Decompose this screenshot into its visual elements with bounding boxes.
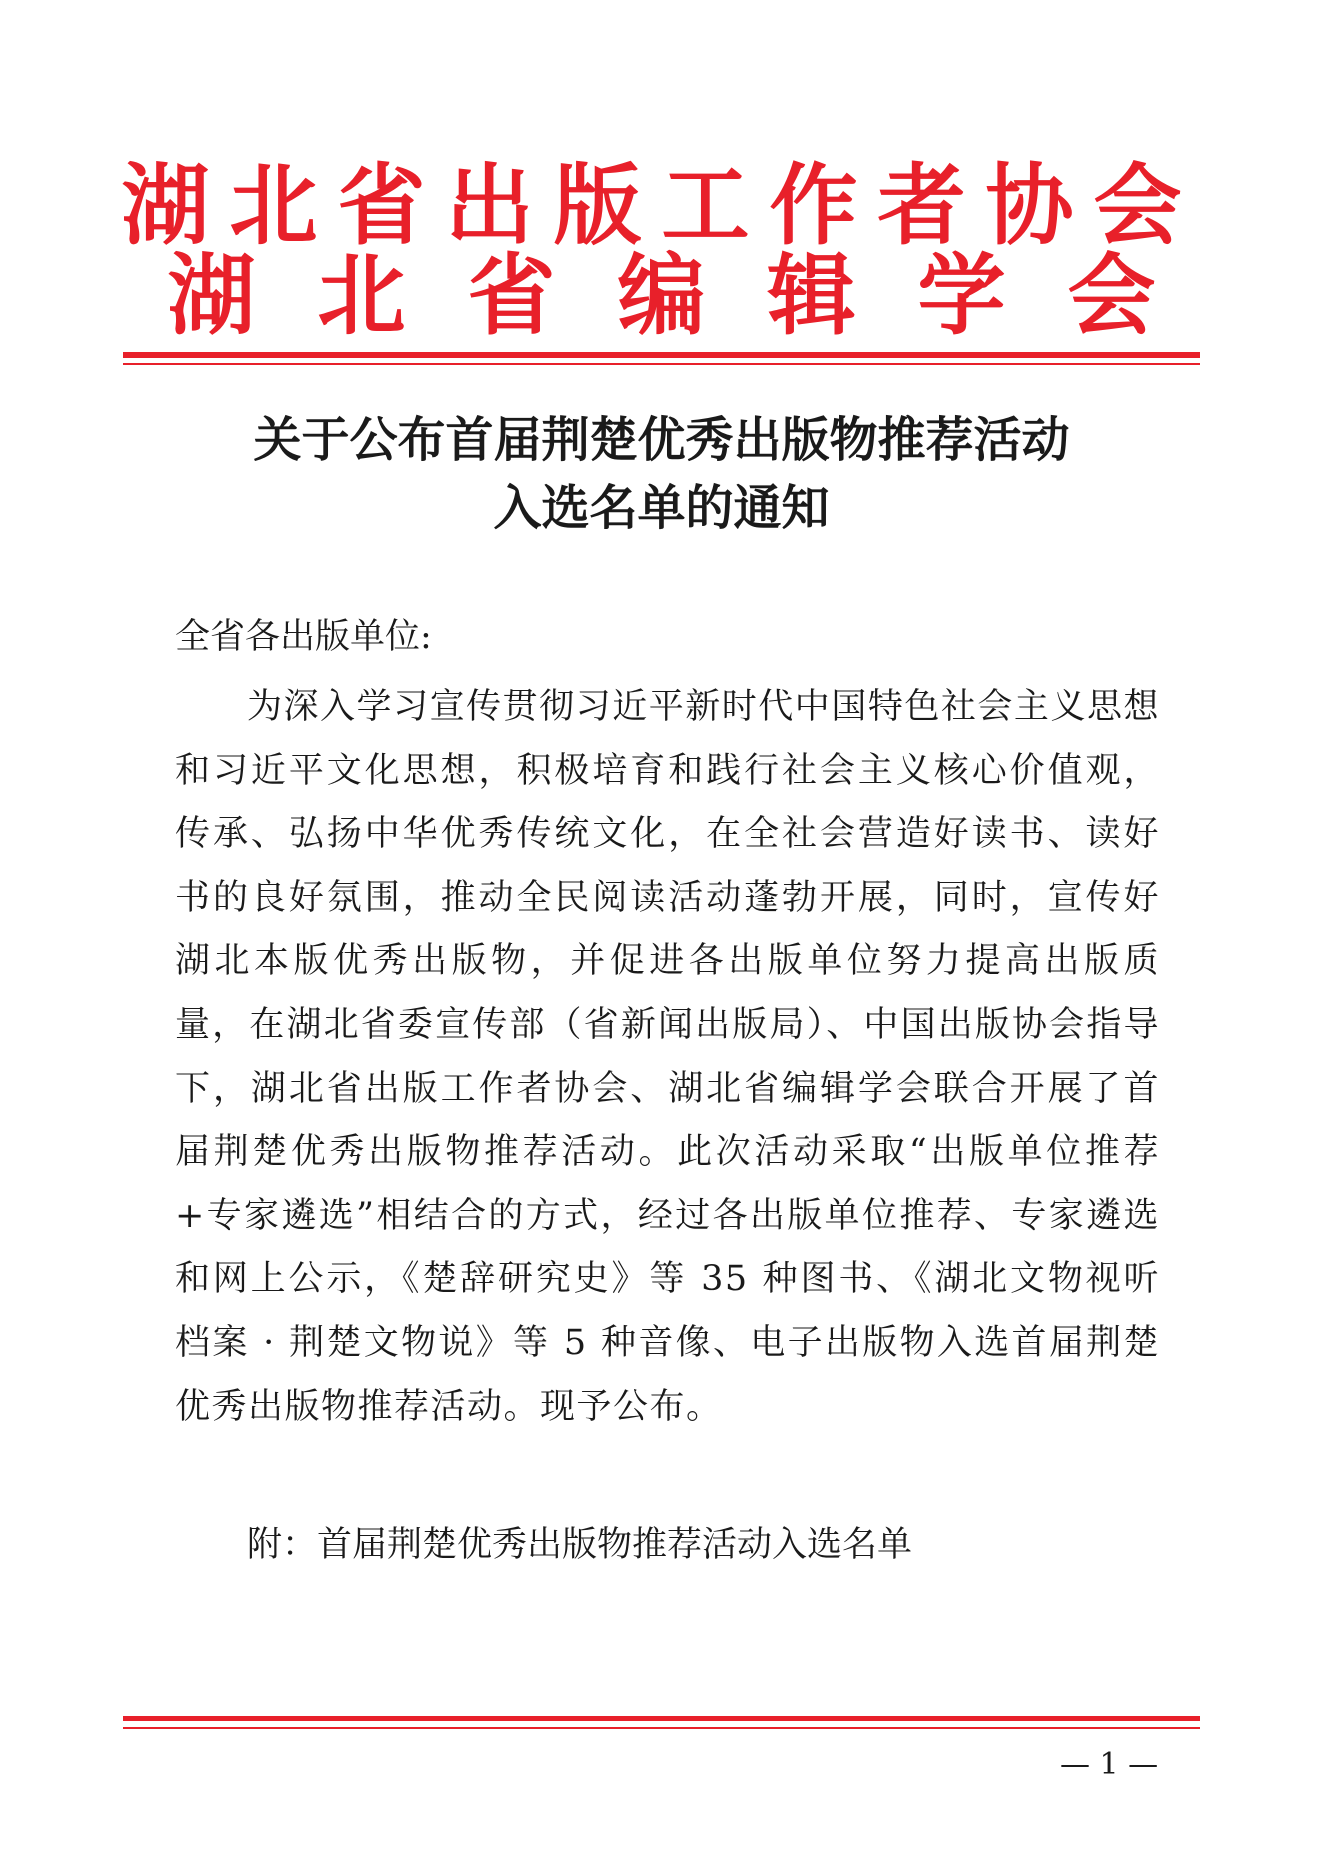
footer-divider-thick xyxy=(123,1716,1200,1721)
footer-divider-thin xyxy=(123,1727,1200,1729)
document-title-line-1: 关于公布首届荆楚优秀出版物推荐活动 xyxy=(253,412,1070,468)
body-paragraph: 为深入学习宣传贯彻习近平新时代中国特色社会主义思想和习近平文化思想，积极培育和践行社会主义核心价值观，传承、弘扬中华优秀传统文化，在全社会营造好读书、读好书的良好氛围，推动全民阅读活动蓬勃开展，同时，宣传好湖北本版优秀出版物，并促进各出版单位努力提高出版质量，在湖北省委宣传部（省新闻出版局）、中国出版协会指导下，湖北省出版工作者协会、湖北省编辑学会联合开展了首届荆楚优秀出版物推荐活动。此次活动采取“出版单位推荐+专家遴选”相结合的方式，经过各出版单位推荐、专家遴选和网上公示，《楚辞研究史》等 35 种图书、《湖北文物视听档案 · 荆楚文物说》等 5 种音像、电子出版物入选首届荆楚优秀出版物推荐活动。现予公布。 xyxy=(175,687,1160,1427)
header-divider-thin xyxy=(123,363,1200,365)
header-divider-thick xyxy=(123,352,1200,358)
issuer-name-line-2: 湖北省编辑学会 xyxy=(167,243,1218,347)
attachment-note: 附：首届荆楚优秀出版物推荐活动入选名单 xyxy=(247,1525,913,1565)
page-number: — 1 — xyxy=(1060,1747,1159,1782)
salutation: 全省各出版单位: xyxy=(175,617,432,657)
issuer-name-line-1: 湖北省出版工作者协会 xyxy=(121,153,1202,257)
document-title-line-2: 入选名单的通知 xyxy=(493,480,830,536)
